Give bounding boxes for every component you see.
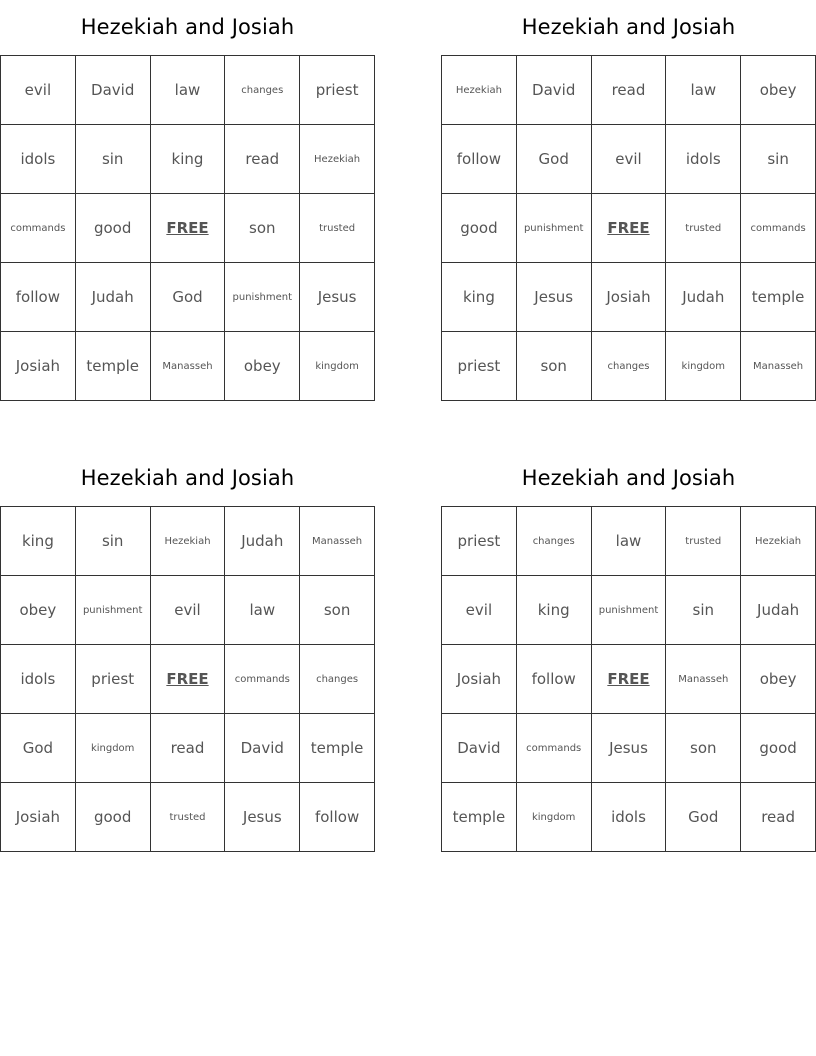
word-cell: sin — [666, 576, 741, 645]
word-cell: temple — [741, 263, 816, 332]
word-cell: Hezekiah — [442, 56, 517, 125]
word-cell: changes — [591, 332, 666, 401]
word-cell: obey — [741, 56, 816, 125]
word-cell: temple — [300, 714, 375, 783]
word-cell: Judah — [75, 263, 150, 332]
word-cell: God — [516, 125, 591, 194]
bingo-card — [0, 12, 375, 401]
word-cell: commands — [1, 194, 76, 263]
word-cell: priest — [300, 56, 375, 125]
word-cell: temple — [442, 783, 517, 852]
grid-row — [442, 263, 816, 332]
word-cell: kingdom — [666, 332, 741, 401]
word-cell: good — [741, 714, 816, 783]
word-cell: read — [150, 714, 225, 783]
word-cell: Hezekiah — [741, 507, 816, 576]
word-cell: commands — [225, 645, 300, 714]
word-cell: idols — [1, 125, 76, 194]
word-cell: Jesus — [591, 714, 666, 783]
free-space-cell: FREE — [150, 645, 225, 714]
grid-row — [442, 125, 816, 194]
grid-row — [1, 332, 375, 401]
grid-row — [442, 645, 816, 714]
word-cell: changes — [225, 56, 300, 125]
bingo-card — [441, 463, 816, 852]
word-cell: trusted — [666, 194, 741, 263]
word-cell: sin — [741, 125, 816, 194]
card-title: Hezekiah and Josiah — [80, 466, 295, 490]
card-title: Hezekiah and Josiah — [521, 15, 736, 39]
word-cell: follow — [300, 783, 375, 852]
word-cell: David — [225, 714, 300, 783]
card-title: Hezekiah and Josiah — [80, 15, 295, 39]
word-cell: Manasseh — [300, 507, 375, 576]
word-cell: evil — [442, 576, 517, 645]
grid-row — [1, 507, 375, 576]
word-cell: Josiah — [591, 263, 666, 332]
word-cell: Hezekiah — [300, 125, 375, 194]
word-cell: follow — [516, 645, 591, 714]
grid-row — [442, 507, 816, 576]
word-cell: evil — [1, 56, 76, 125]
bingo-grid — [0, 55, 375, 401]
word-cell: law — [591, 507, 666, 576]
grid-row — [1, 56, 375, 125]
word-cell: evil — [150, 576, 225, 645]
word-cell: commands — [516, 714, 591, 783]
bingo-grid — [441, 506, 816, 852]
word-cell: idols — [591, 783, 666, 852]
word-cell: priest — [442, 332, 517, 401]
word-cell: God — [666, 783, 741, 852]
word-cell: kingdom — [516, 783, 591, 852]
word-cell: changes — [516, 507, 591, 576]
word-cell: David — [75, 56, 150, 125]
bingo-grid — [441, 55, 816, 401]
word-cell: commands — [741, 194, 816, 263]
word-cell: trusted — [666, 507, 741, 576]
word-cell: temple — [75, 332, 150, 401]
word-cell: punishment — [75, 576, 150, 645]
free-space-cell: FREE — [591, 194, 666, 263]
word-cell: God — [150, 263, 225, 332]
word-cell: good — [75, 783, 150, 852]
word-cell: king — [150, 125, 225, 194]
word-cell: obey — [741, 645, 816, 714]
word-cell: kingdom — [300, 332, 375, 401]
word-cell: read — [741, 783, 816, 852]
word-cell: Judah — [741, 576, 816, 645]
word-cell: Jesus — [300, 263, 375, 332]
word-cell: follow — [442, 125, 517, 194]
word-cell: son — [225, 194, 300, 263]
word-cell: punishment — [225, 263, 300, 332]
grid-row — [1, 576, 375, 645]
word-cell: Josiah — [1, 783, 76, 852]
word-cell: sin — [75, 507, 150, 576]
word-cell: good — [442, 194, 517, 263]
word-cell: obey — [1, 576, 76, 645]
word-cell: Hezekiah — [150, 507, 225, 576]
grid-row — [442, 714, 816, 783]
word-cell: son — [516, 332, 591, 401]
word-cell: law — [225, 576, 300, 645]
word-cell: changes — [300, 645, 375, 714]
bingo-grid — [0, 506, 375, 852]
grid-row — [442, 332, 816, 401]
bingo-card — [0, 463, 375, 852]
word-cell: Manasseh — [150, 332, 225, 401]
free-space-cell: FREE — [591, 645, 666, 714]
word-cell: Jesus — [516, 263, 591, 332]
grid-row — [442, 783, 816, 852]
word-cell: Judah — [225, 507, 300, 576]
word-cell: God — [1, 714, 76, 783]
word-cell: evil — [591, 125, 666, 194]
word-cell: law — [150, 56, 225, 125]
word-cell: law — [666, 56, 741, 125]
word-cell: son — [300, 576, 375, 645]
word-cell: Jesus — [225, 783, 300, 852]
grid-row — [442, 576, 816, 645]
word-cell: son — [666, 714, 741, 783]
word-cell: Josiah — [442, 645, 517, 714]
grid-row — [1, 714, 375, 783]
grid-row — [442, 56, 816, 125]
word-cell: punishment — [591, 576, 666, 645]
grid-row — [1, 125, 375, 194]
word-cell: read — [591, 56, 666, 125]
word-cell: king — [1, 507, 76, 576]
word-cell: Manasseh — [666, 645, 741, 714]
word-cell: punishment — [516, 194, 591, 263]
free-space-cell: FREE — [150, 194, 225, 263]
word-cell: Josiah — [1, 332, 76, 401]
word-cell: David — [516, 56, 591, 125]
grid-row — [1, 645, 375, 714]
card-title: Hezekiah and Josiah — [521, 466, 736, 490]
word-cell: trusted — [150, 783, 225, 852]
word-cell: Manasseh — [741, 332, 816, 401]
word-cell: priest — [442, 507, 517, 576]
word-cell: read — [225, 125, 300, 194]
word-cell: follow — [1, 263, 76, 332]
word-cell: David — [442, 714, 517, 783]
word-cell: king — [516, 576, 591, 645]
word-cell: obey — [225, 332, 300, 401]
word-cell: trusted — [300, 194, 375, 263]
word-cell: king — [442, 263, 517, 332]
word-cell: idols — [666, 125, 741, 194]
grid-row — [1, 783, 375, 852]
word-cell: Judah — [666, 263, 741, 332]
word-cell: priest — [75, 645, 150, 714]
word-cell: idols — [1, 645, 76, 714]
grid-row — [1, 194, 375, 263]
word-cell: kingdom — [75, 714, 150, 783]
word-cell: good — [75, 194, 150, 263]
grid-row — [442, 194, 816, 263]
grid-row — [1, 263, 375, 332]
bingo-card — [441, 12, 816, 401]
word-cell: sin — [75, 125, 150, 194]
